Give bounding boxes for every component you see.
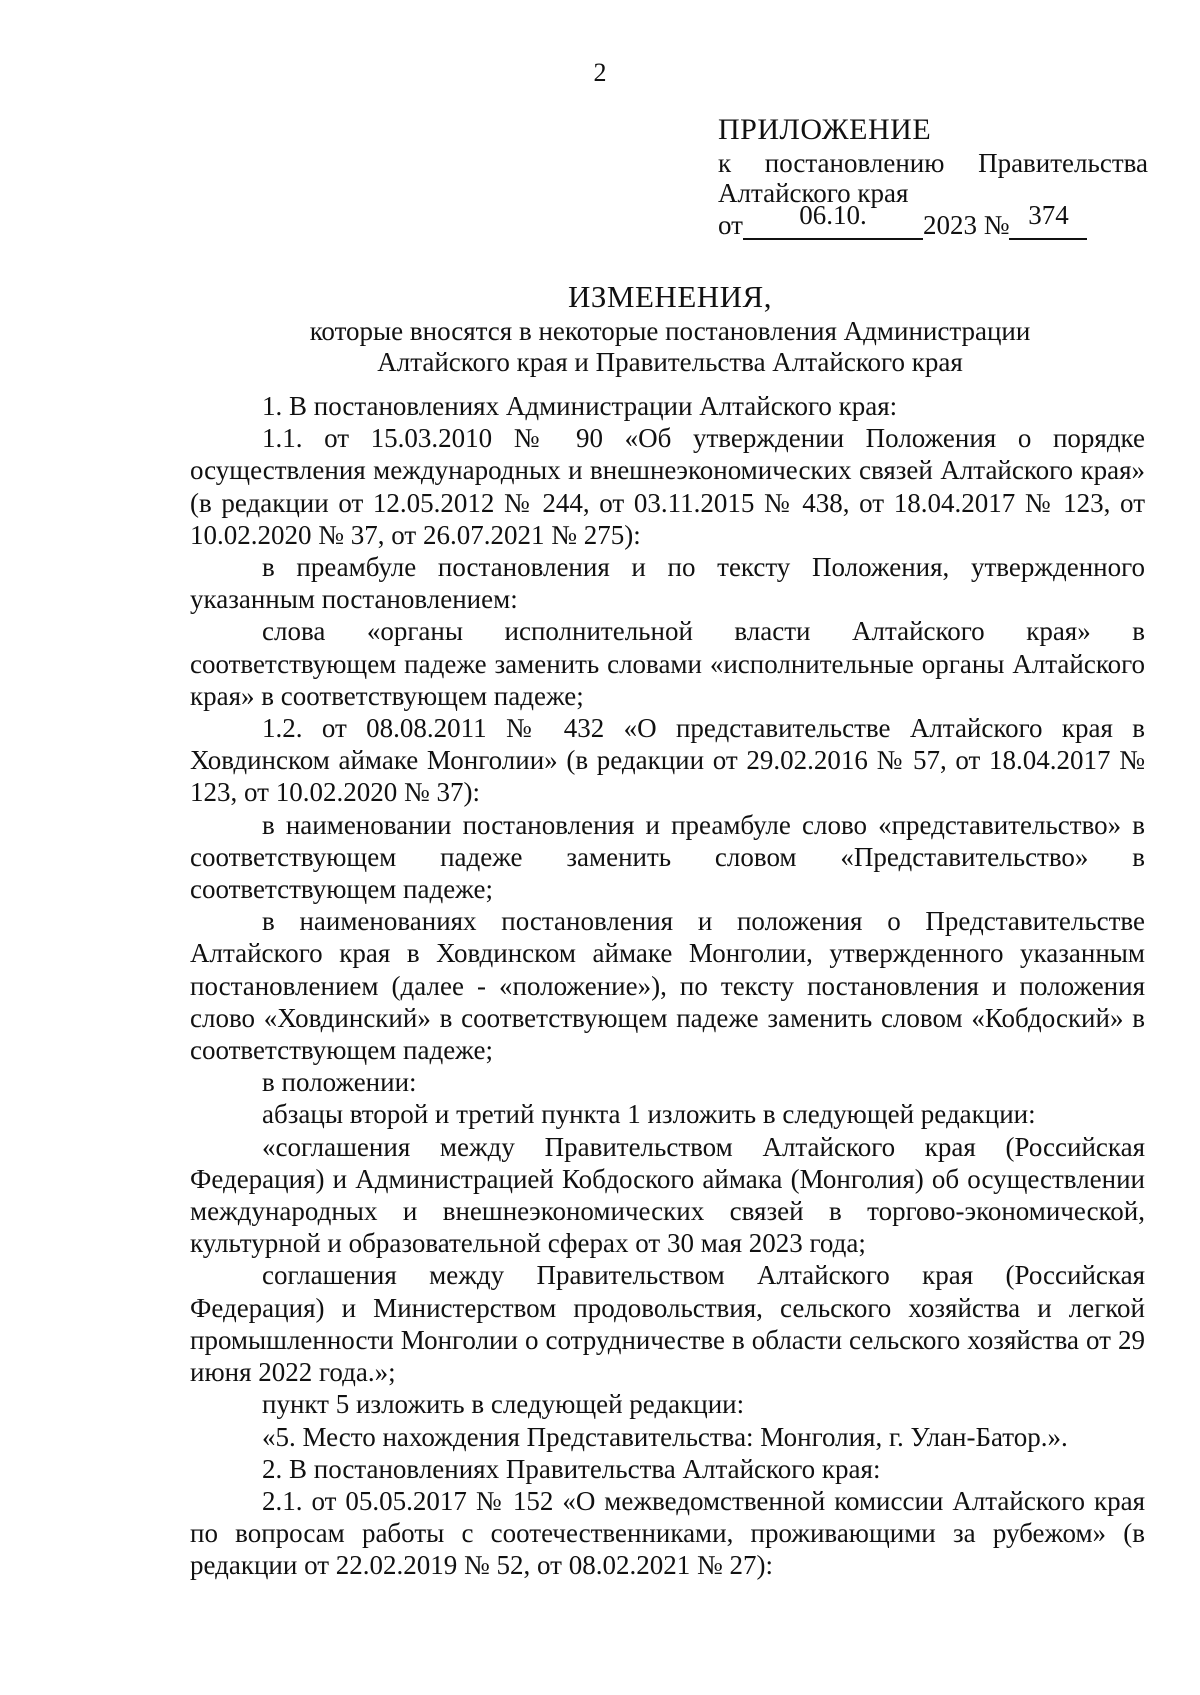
paragraph: 1.2. от 08.08.2011 № 432 «О представительстве Алтайского края в Ховдинском аймаке Монголии» (в редакции от 29.02.2016 № 57, от 18.04.2017 № 123, от 10.02.2020 № 37): — [190, 713, 1145, 808]
date-value: 06.10. — [799, 200, 867, 230]
heading-subtitle-line-1: которые вносятся в некоторые постановления Администрации — [309, 316, 1031, 346]
paragraph: в положении: — [262, 1067, 417, 1098]
number-field — [1009, 200, 1087, 240]
paragraph: в преамбуле постановления и по тексту Положения, утвержденного указанным постановлением: — [190, 552, 1145, 615]
paragraph: в наименованиях постановления и положения о Представительстве Алтайского края в Ховдинском аймаке Монголии, утвержденного указанным постановлением (далее - «положение»), по тексту постановления и положения слово «Ховдинский» в соответствующем падеже заменить словом «Кобдоский» в соответствующем падеже; — [190, 906, 1145, 1066]
appendix-line-2: Алтайского края — [718, 178, 909, 208]
appendix-line-1: к постановлению Правительства — [718, 148, 1148, 178]
paragraph: слова «органы исполнительной власти Алтайского края» в соответствующем падеже заменить словами «исполнительные органы Алтайского края» в соответствующем падеже; — [190, 616, 1145, 711]
paragraph: абзацы второй и третий пункта 1 изложить в следующей редакции: — [262, 1099, 1036, 1130]
paragraph: «соглашения между Правительством Алтайского края (Российская Федерация) и Администрацией Кобдоского аймака (Монголия) об осуществлении международных и внешнеэкономических связей в торгово-экономической, культурной и образовательной сферах от 30 мая 2023 года; — [190, 1131, 1145, 1259]
page-number: 2 — [593, 58, 607, 87]
date-year: 2023 — [922, 210, 977, 240]
date-field — [743, 200, 923, 240]
date-prefix: от — [718, 210, 743, 240]
document-heading — [190, 278, 1150, 378]
paragraph: «5. Место нахождения Представительства: Монголия, г. Улан-Батор.». — [262, 1421, 1068, 1452]
paragraph: 2.1. от 05.05.2017 № 152 «О межведомственной комиссии Алтайского края по вопросам работы с соотечественниками, проживающими за рубежом» (в редакции от 22.02.2019 № 52, от 08.02.2021 № 27): — [190, 1485, 1145, 1581]
paragraph: пункт 5 изложить в следующей редакции: — [262, 1389, 745, 1420]
paragraph: в наименовании постановления и преамбуле слово «представительство» в соответствующем падеже заменить словом «Представительство» в соответствующем падеже; — [190, 809, 1145, 905]
heading-title: ИЗМЕНЕНИЯ, — [568, 279, 772, 314]
heading-subtitle-line-2: Алтайского края и Правительства Алтайского края — [377, 347, 963, 377]
number-value: 374 — [1028, 200, 1069, 230]
appendix-title: ПРИЛОЖЕНИЕ — [718, 113, 932, 146]
appendix-block — [718, 112, 1148, 242]
appendix-date-line — [718, 200, 1148, 242]
paragraph: соглашения между Правительством Алтайского края (Российская Федерация) и Министерством продовольствия, сельского хозяйства и легкой промышленности Монголии о сотрудничестве в области сельского хозяйства от 29 июня 2022 года.»; — [190, 1260, 1145, 1388]
paragraph: 1.1. от 15.03.2010 № 90 «Об утверждении Положения о порядке осуществления международных и внешнеэкономических связей Алтайского края» (в редакции от 12.05.2012 № 244, от 03.11.2015 № 438, от 18.04.2017 № 123, от 10.02.2020 № 37, от 26.07.2021 № 275): — [190, 423, 1145, 550]
number-sign: № — [983, 210, 1010, 240]
paragraph: 2. В постановлениях Правительства Алтайского края: — [262, 1453, 881, 1484]
document-body — [190, 390, 1145, 1582]
paragraph: 1. В постановлениях Администрации Алтайского края: — [262, 391, 898, 421]
